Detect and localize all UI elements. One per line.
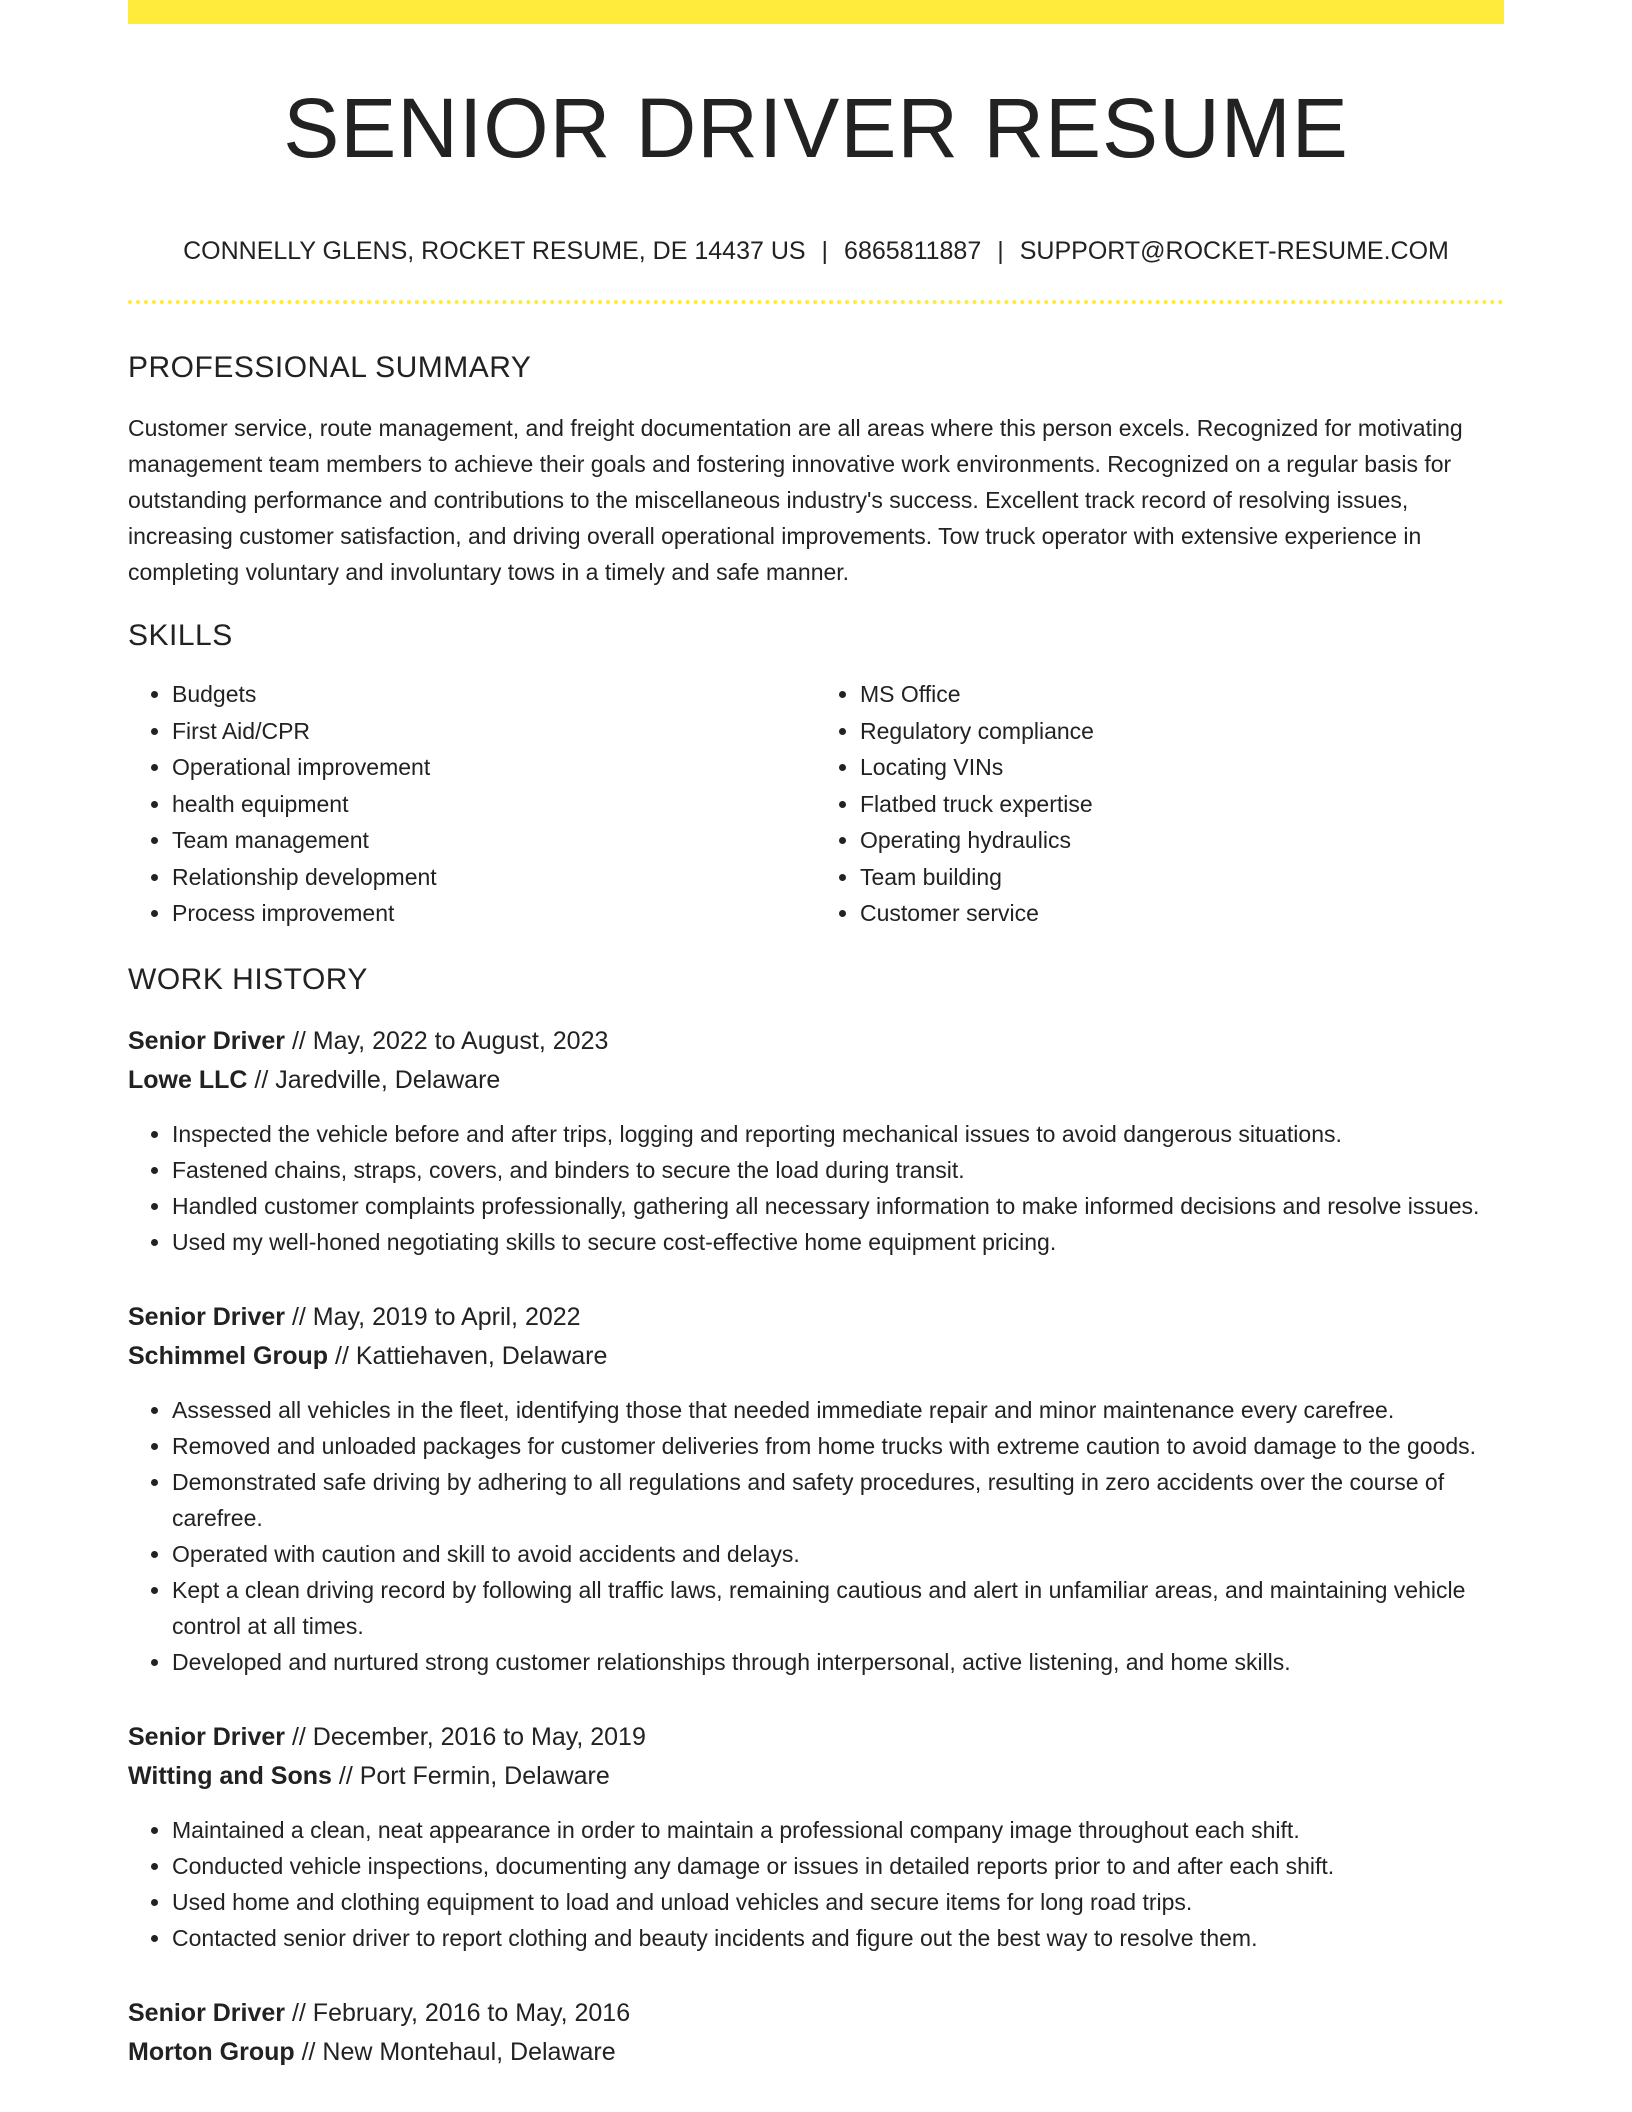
job-role: Senior Driver xyxy=(128,1998,286,2027)
job-dates: // May, 2022 to August, 2023 xyxy=(285,1026,609,1055)
skill-item: • health equipment xyxy=(172,786,816,823)
contact-email: SUPPORT@ROCKET-RESUME.COM xyxy=(1019,237,1449,266)
top-accent-bar xyxy=(128,0,1504,24)
job-entry xyxy=(128,1298,1504,1680)
skill-item: • Operating hydraulics xyxy=(860,822,1504,859)
summary-heading: PROFESSIONAL SUMMARY xyxy=(128,351,532,385)
job-location: // Kattiehaven, Delaware xyxy=(328,1341,608,1370)
job-bullet: • Removed and unloaded packages for customer deliveries from home trucks with extreme caution to avoid damage to the goods. xyxy=(172,1428,1504,1464)
job-bullet: • Handled customer complaints professionally, gathering all necessary information to make informed decisions and resolve issues. xyxy=(172,1188,1504,1224)
job-dates: // May, 2019 to April, 2022 xyxy=(285,1302,581,1331)
skill-item: • Operational improvement xyxy=(172,749,816,786)
skill-item: • Customer service xyxy=(860,895,1504,932)
job-bullet: • Demonstrated safe driving by adhering to all regulations and safety procedures, resulting in zero accidents over the course of carefree. xyxy=(172,1464,1504,1536)
job-bullet: • Used my well-honed negotiating skills to secure cost-effective home equipment pricing. xyxy=(172,1224,1504,1260)
dotted-divider xyxy=(128,300,1504,304)
job-role-line xyxy=(128,1022,1504,1061)
job-company-line xyxy=(128,1337,1504,1376)
job-bullet: • Used home and clothing equipment to load and unload vehicles and secure items for long road trips. xyxy=(172,1884,1504,1920)
job-company: Schimmel Group xyxy=(128,1341,329,1370)
skill-item: • Team management xyxy=(172,822,816,859)
job-bullets xyxy=(128,1392,1504,1680)
skill-item: • Locating VINs xyxy=(860,749,1504,786)
job-company: Lowe LLC xyxy=(128,1065,248,1094)
job-bullet: • Developed and nurtured strong customer relationships through interpersonal, active listening, and home skills. xyxy=(172,1644,1504,1680)
contact-separator: | xyxy=(821,237,829,266)
job-role: Senior Driver xyxy=(128,1302,286,1331)
job-company-line xyxy=(128,2033,1504,2072)
skills-heading: SKILLS xyxy=(128,619,233,653)
job-company: Witting and Sons xyxy=(128,1761,332,1790)
skill-item: • Regulatory compliance xyxy=(860,713,1504,750)
job-bullet: • Contacted senior driver to report clothing and beauty incidents and figure out the best way to resolve them. xyxy=(172,1920,1504,1956)
skill-item: • Team building xyxy=(860,859,1504,896)
work-history-heading: WORK HISTORY xyxy=(128,962,368,996)
contact-phone: 6865811887 xyxy=(844,237,982,266)
skills-column-right xyxy=(816,676,1504,932)
skills-list xyxy=(128,676,1504,932)
job-bullet: • Operated with caution and skill to avoid accidents and delays. xyxy=(172,1536,1504,1572)
job-company-line xyxy=(128,1061,1504,1100)
job-location: // New Montehaul, Delaware xyxy=(294,2037,616,2066)
contact-address: CONNELLY GLENS, ROCKET RESUME, DE 14437 US xyxy=(183,237,806,266)
contact-line xyxy=(128,236,1504,266)
job-entry xyxy=(128,1994,1504,2072)
job-bullet: • Conducted vehicle inspections, documenting any damage or issues in detailed reports prior to and after each shift. xyxy=(172,1848,1504,1884)
job-role: Senior Driver xyxy=(128,1722,286,1751)
job-bullet: • Assessed all vehicles in the fleet, identifying those that needed immediate repair and minor maintenance every carefree. xyxy=(172,1392,1504,1428)
job-bullets xyxy=(128,1812,1504,1956)
resume-title: SENIOR DRIVER RESUME xyxy=(283,81,1349,175)
job-role-line xyxy=(128,1718,1504,1757)
job-bullet: • Maintained a clean, neat appearance in order to maintain a professional company image throughout each shift. xyxy=(172,1812,1504,1848)
job-bullet: • Kept a clean driving record by following all traffic laws, remaining cautious and alert in unfamiliar areas, and maintaining vehicle control at all times. xyxy=(172,1572,1504,1644)
job-dates: // December, 2016 to May, 2019 xyxy=(285,1722,646,1751)
skill-item: • First Aid/CPR xyxy=(172,713,816,750)
resume-page xyxy=(128,0,1504,2072)
skill-item: • Process improvement xyxy=(172,895,816,932)
skill-item: • Flatbed truck expertise xyxy=(860,786,1504,823)
job-company-line xyxy=(128,1757,1504,1796)
job-role: Senior Driver xyxy=(128,1026,286,1055)
job-entry xyxy=(128,1022,1504,1260)
job-entry xyxy=(128,1718,1504,1956)
job-bullets xyxy=(128,1116,1504,1260)
job-bullet: • Inspected the vehicle before and after trips, logging and reporting mechanical issues to avoid dangerous situations. xyxy=(172,1116,1504,1152)
job-bullet: • Fastened chains, straps, covers, and binders to secure the load during transit. xyxy=(172,1152,1504,1188)
skill-item: • Relationship development xyxy=(172,859,816,896)
job-company: Morton Group xyxy=(128,2037,295,2066)
job-location: // Port Fermin, Delaware xyxy=(331,1761,610,1790)
summary-text: Customer service, route management, and freight documentation are all areas where this person excels. Recognized for motivating management team members to achieve their goals and fostering innovative work environments. Recognized on a regular basis for outstanding performance and contributions to the miscellaneous industry's success. Excellent track record of resolving issues, increasing customer satisfaction, and driving overall operational improvements. Tow truck operator with extensive experience in completing voluntary and involuntary tows in a timely and safe manner. xyxy=(128,415,1463,586)
job-role-line xyxy=(128,1298,1504,1337)
skill-item: • MS Office xyxy=(860,676,1504,713)
job-dates: // February, 2016 to May, 2016 xyxy=(285,1998,631,2027)
skill-item: • Budgets xyxy=(172,676,816,713)
job-location: // Jaredville, Delaware xyxy=(247,1065,501,1094)
contact-separator: | xyxy=(997,237,1004,266)
skills-column-left xyxy=(128,676,816,932)
job-role-line xyxy=(128,1994,1504,2033)
